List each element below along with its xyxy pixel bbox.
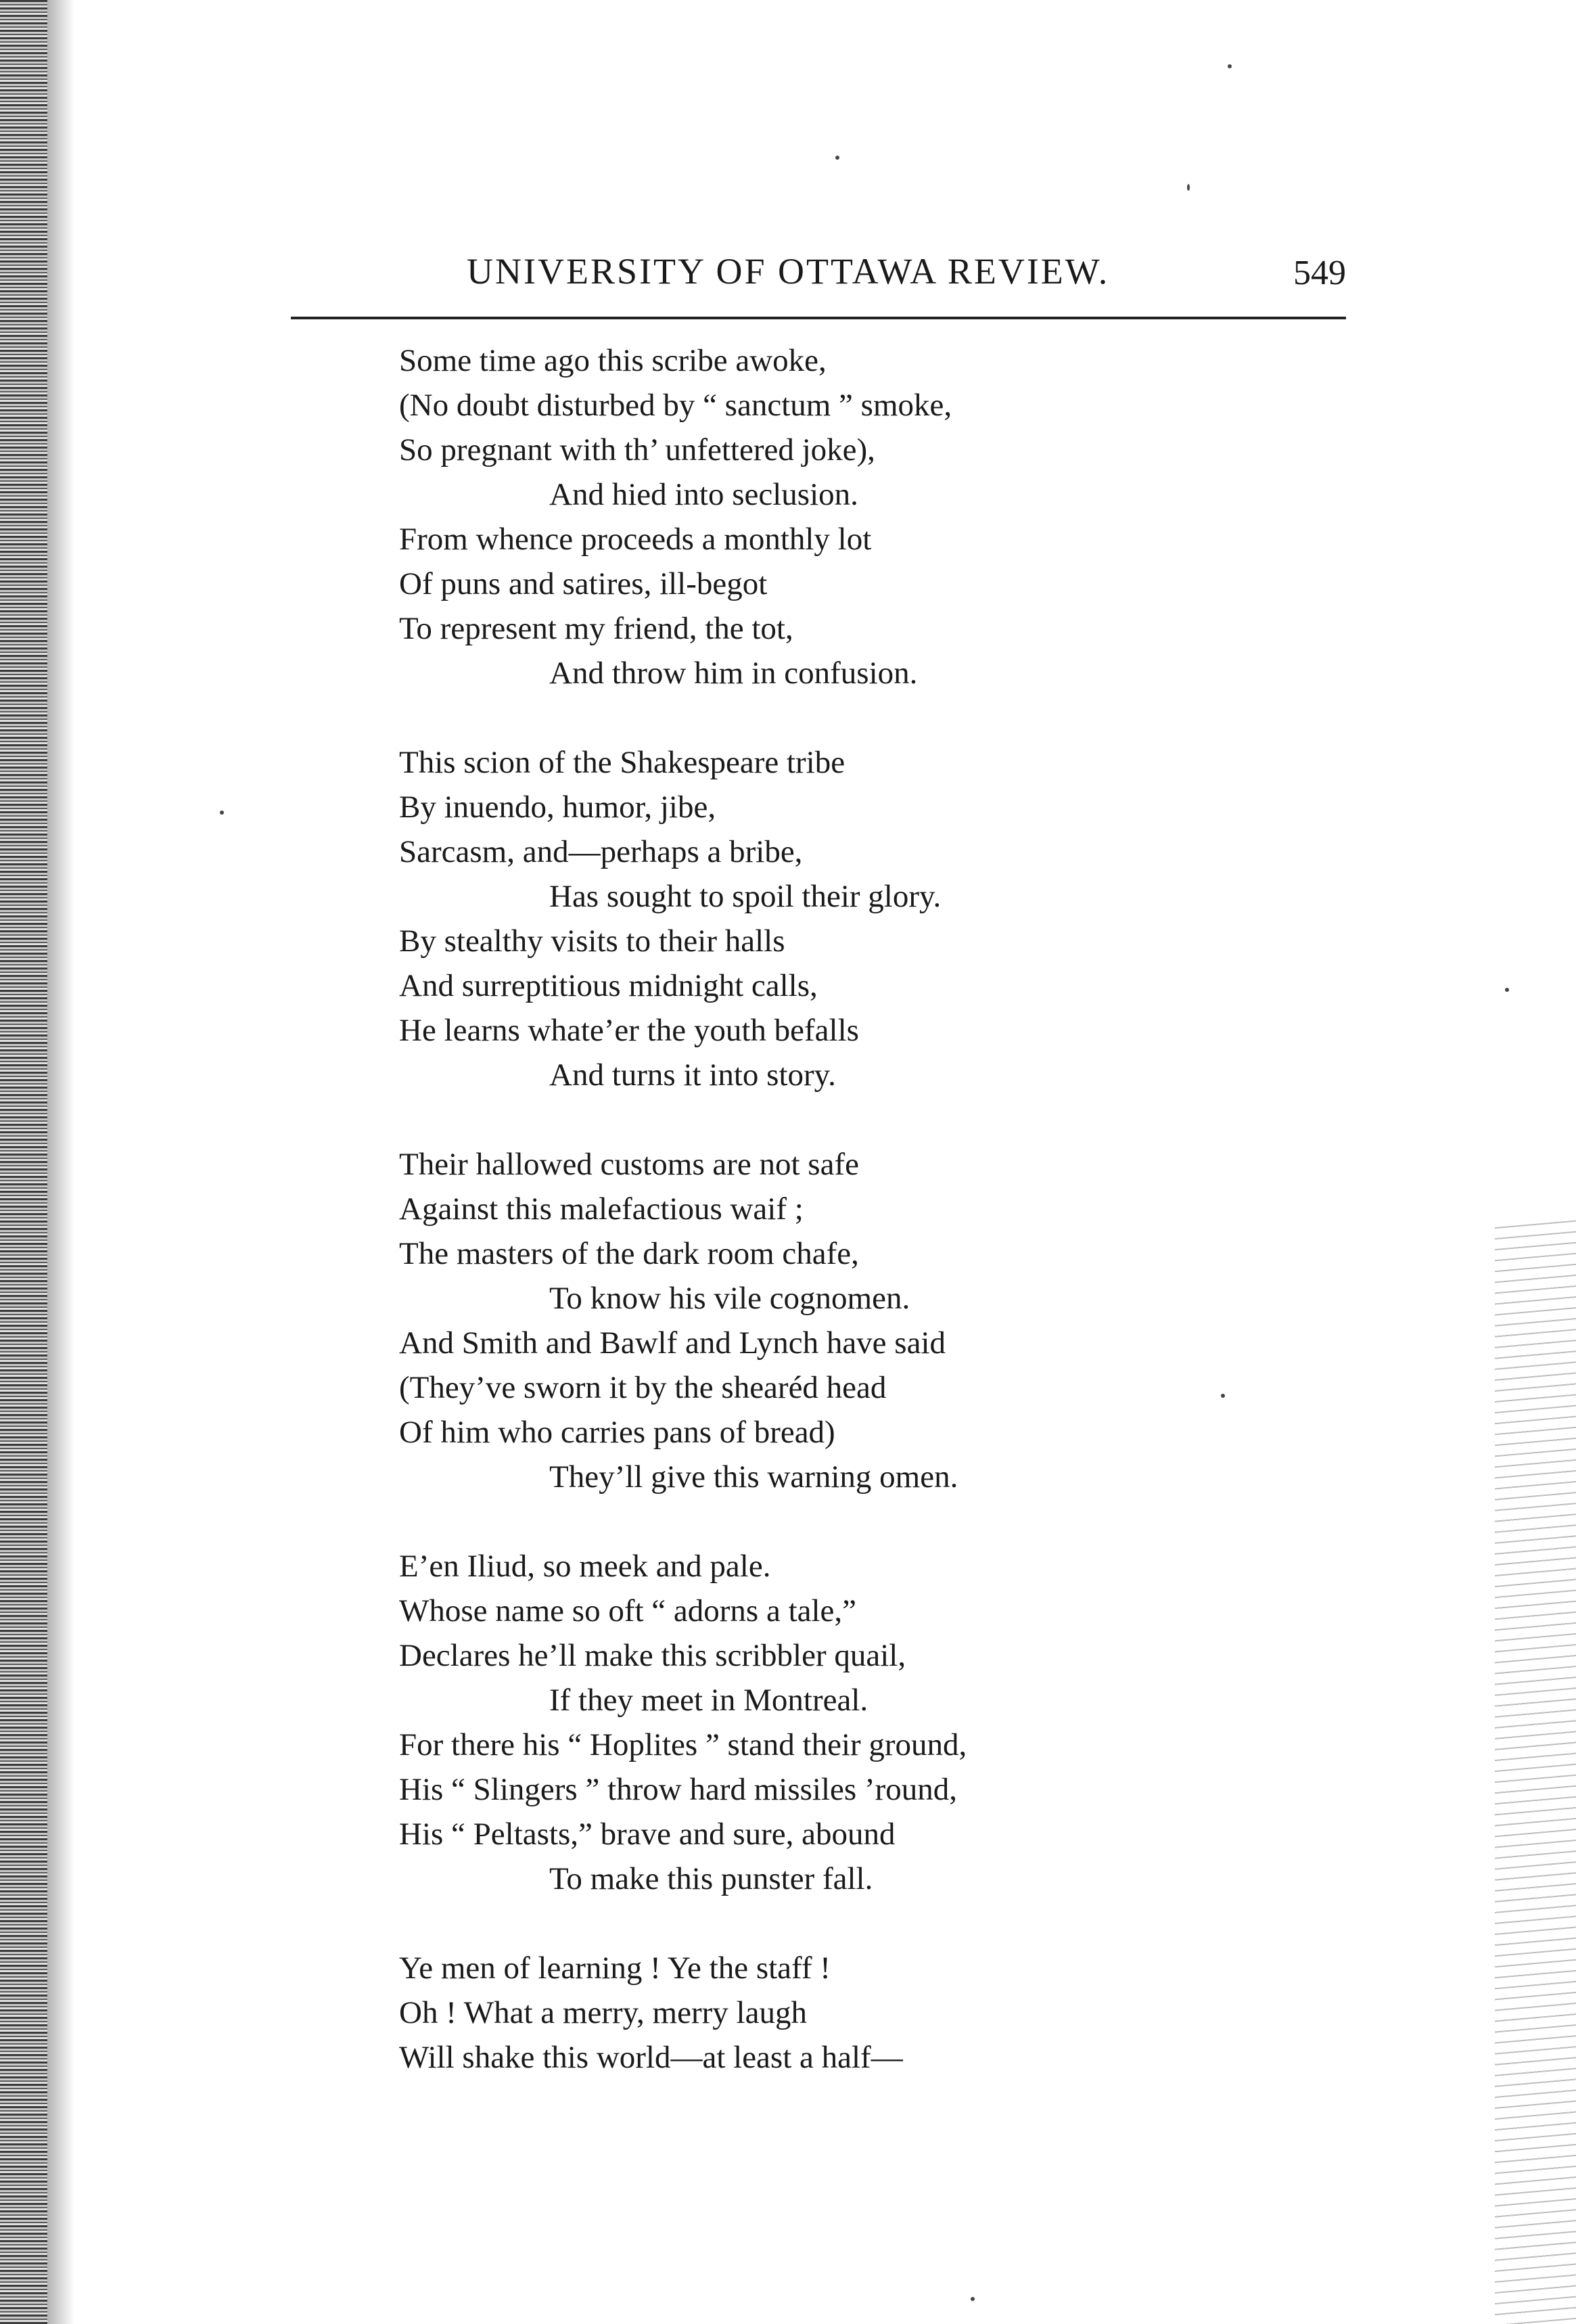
stanza bbox=[399, 740, 1278, 1097]
poem-line: By stealthy visits to their halls bbox=[399, 924, 785, 959]
stanza bbox=[399, 338, 1278, 696]
poem-line: To know his vile cognomen. bbox=[549, 1281, 910, 1316]
header-rule bbox=[291, 317, 1346, 319]
poem-body bbox=[399, 338, 1278, 2124]
poem-line: Ye men of learning ! Ye the staff ! bbox=[399, 1951, 831, 1986]
print-speck bbox=[1505, 988, 1509, 992]
page-edge-shadow bbox=[1495, 1218, 1576, 2324]
poem-line: From whence proceeds a monthly lot bbox=[399, 522, 872, 557]
print-speck bbox=[835, 156, 839, 160]
poem-line: Oh ! What a merry, merry laugh bbox=[399, 1995, 807, 2030]
poem-line: If they meet in Montreal. bbox=[549, 1683, 868, 1718]
print-speck bbox=[1228, 64, 1232, 68]
poem-line: To make this punster fall. bbox=[549, 1861, 873, 1896]
poem-line: By inuendo, humor, jibe, bbox=[399, 790, 716, 825]
stanza bbox=[399, 1142, 1278, 1499]
running-title: UNIVERSITY OF OTTAWA REVIEW. bbox=[467, 251, 1110, 292]
stanza bbox=[399, 1544, 1278, 1901]
poem-line: To represent my friend, the tot, bbox=[399, 611, 793, 646]
poem-line: And turns it into story. bbox=[549, 1057, 836, 1093]
stanza bbox=[399, 1946, 1278, 2080]
poem-line: He learns whate’er the youth befalls bbox=[399, 1013, 859, 1048]
poem-line: Of him who carries pans of bread) bbox=[399, 1415, 835, 1450]
poem-line: Of puns and satires, ill-begot bbox=[399, 566, 768, 601]
poem-line: And surreptitious midnight calls, bbox=[399, 968, 818, 1003]
poem-line: Declares he’ll make this scribbler quail, bbox=[399, 1638, 906, 1673]
poem-line: Whose name so oft “ adorns a tale,” bbox=[399, 1593, 857, 1628]
poem-line: This scion of the Shakespeare tribe bbox=[399, 745, 845, 780]
poem-line: Some time ago this scribe awoke, bbox=[399, 343, 827, 378]
poem-line: E’en Iliud, so meek and pale. bbox=[399, 1549, 771, 1584]
poem-line: For there his “ Hoplites ” stand their ground, bbox=[399, 1727, 967, 1762]
poem-line: His “ Peltasts,” brave and sure, abound bbox=[399, 1817, 896, 1852]
poem-line: And hied into seclusion. bbox=[549, 477, 858, 512]
poem-line: They’ll give this warning omen. bbox=[549, 1459, 958, 1495]
poem-line: Sarcasm, and—perhaps a bribe, bbox=[399, 834, 803, 869]
print-speck bbox=[971, 2297, 975, 2301]
poem-line: (They’ve sworn it by the shearéd head bbox=[399, 1370, 887, 1405]
poem-line: (No doubt disturbed by “ sanctum ” smoke, bbox=[399, 388, 952, 423]
book-binding-edge bbox=[0, 0, 47, 2324]
poem-line: Will shake this world—at least a half— bbox=[399, 2040, 903, 2075]
poem-line: Has sought to spoil their glory. bbox=[549, 879, 942, 914]
poem-line: Their hallowed customs are not safe bbox=[399, 1147, 859, 1182]
page-number: 549 bbox=[1293, 254, 1346, 292]
poem-line: And throw him in confusion. bbox=[549, 656, 918, 691]
poem-line: So pregnant with th’ unfettered joke), bbox=[399, 432, 875, 468]
poem-line: His “ Slingers ” throw hard missiles ’round, bbox=[399, 1772, 958, 1807]
poem-line: The masters of the dark room chafe, bbox=[399, 1236, 859, 1271]
poem-line: Against this malefactious waif ; bbox=[399, 1191, 804, 1227]
print-speck bbox=[1187, 184, 1190, 191]
poem-line: And Smith and Bawlf and Lynch have said bbox=[399, 1325, 946, 1361]
print-speck bbox=[220, 811, 224, 815]
page-header bbox=[291, 250, 1346, 311]
